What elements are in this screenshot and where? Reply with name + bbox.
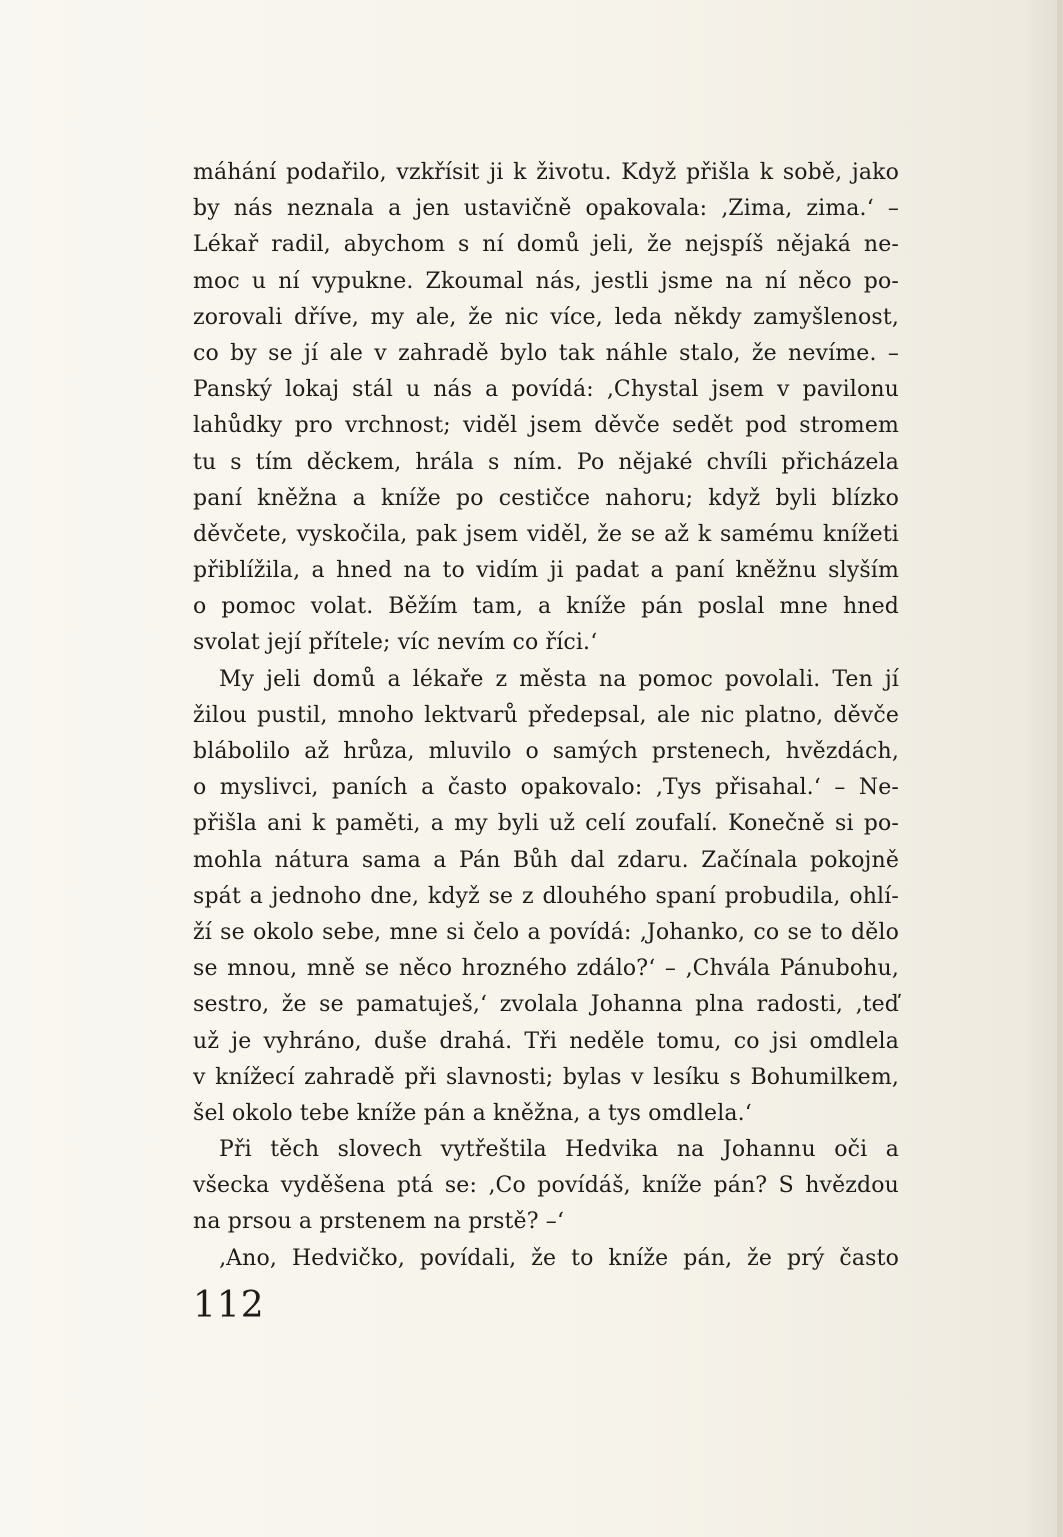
text-line: o myslivci, paních a často opakovalo: ‚Tys přisahal.‘ – Ne-: [193, 775, 899, 801]
paragraph-end-line: svolat její přítele; víc nevím co říci.‘: [193, 630, 598, 656]
text-line: by nás neznala a jen ustavičně opakovala: ‚Zima, zima.‘ –: [193, 196, 899, 222]
text-line: mohla nátura sama a Pán Bůh dal zdaru. Začínala pokojně: [193, 847, 899, 873]
text-line: ží se okolo sebe, mne si čelo a povídá: ‚Johanko, co se to dělo: [193, 919, 899, 945]
text-line: Panský lokaj stál u nás a povídá: ‚Chystal jsem v pavilonu: [193, 377, 899, 403]
text-line: zorovali dříve, my ale, že nic více, leda někdy zamyšlenost,: [193, 304, 899, 330]
paragraph-start-line: Při těch slovech vytřeštila Hedvika na Johannu oči a: [219, 1137, 899, 1163]
page-edge: [1057, 0, 1063, 1537]
text-line: všecka vyděšena ptá se: ‚Co povídáš, kníže pán? S hvězdou: [193, 1173, 899, 1199]
text-line: v knížecí zahradě při slavnosti; bylas v lesíku s Bohumilkem,: [193, 1064, 899, 1090]
text-line: přišla ani k paměti, a my byli už celí zoufalí. Konečně si po-: [193, 811, 899, 837]
body-text: [193, 155, 899, 1277]
text-line: lahůdky pro vrchnost; viděl jsem děvče sedět pod stromem: [193, 413, 899, 439]
page-number: 112: [193, 1285, 265, 1326]
text-line: tu s tím děckem, hrála s ním. Po nějaké chvíli přicházela: [193, 449, 899, 475]
text-line: o pomoc volat. Běžím tam, a kníže pán poslal mne hned: [193, 594, 899, 620]
text-line: přiblížila, a hned na to vidím ji padat a paní kněžnu slyším: [193, 558, 899, 584]
text-line: spát a jednoho dne, když se z dlouhého spaní probudila, ohlí-: [193, 883, 899, 909]
paragraph-start-line: My jeli domů a lékaře z města na pomoc povolali. Ten jí: [219, 666, 899, 692]
text-line: moc u ní vypukne. Zkoumal nás, jestli jsme na ní něco po-: [193, 268, 899, 294]
text-line: co by se jí ale v zahradě bylo tak náhle stalo, že nevíme. –: [193, 340, 899, 366]
paragraph-end-line: šel okolo tebe kníže pán a kněžna, a tys omdlela.‘: [193, 1100, 752, 1126]
text-line: už je vyhráno, duše drahá. Tři neděle tomu, co jsi omdlela: [193, 1028, 899, 1054]
text-line: paní kněžna a kníže po cestičce nahoru; když byli blízko: [193, 485, 899, 511]
text-line: Lékař radil, abychom s ní domů jeli, že nejspíš nějaká ne-: [193, 232, 899, 258]
text-line: blábolilo až hrůza, mluvilo o samých prstenech, hvězdách,: [193, 739, 899, 764]
paragraph-start-line: ‚Ano, Hedvičko, povídali, že to kníže pán, že prý často: [219, 1245, 899, 1271]
text-line: děvčete, vyskočila, pak jsem viděl, že se až k samému knížeti: [193, 521, 899, 547]
text-line: se mnou, mně se něco hrozného zdálo?‘ – ‚Chvála Pánubohu,: [193, 956, 899, 982]
text-line: sestro, že se pamatuješ,‘ zvolala Johanna plna radosti, ‚teď: [193, 992, 899, 1018]
text-line: žilou pustil, mnoho lektvarů předepsal, ale nic platno, děvče: [193, 702, 899, 728]
paragraph-end-line: na prsou a prstenem na prstě? –‘: [193, 1209, 565, 1235]
text-line: máhání podařilo, vzkřísit ji k životu. Když přišla k sobě, jako: [193, 160, 899, 185]
